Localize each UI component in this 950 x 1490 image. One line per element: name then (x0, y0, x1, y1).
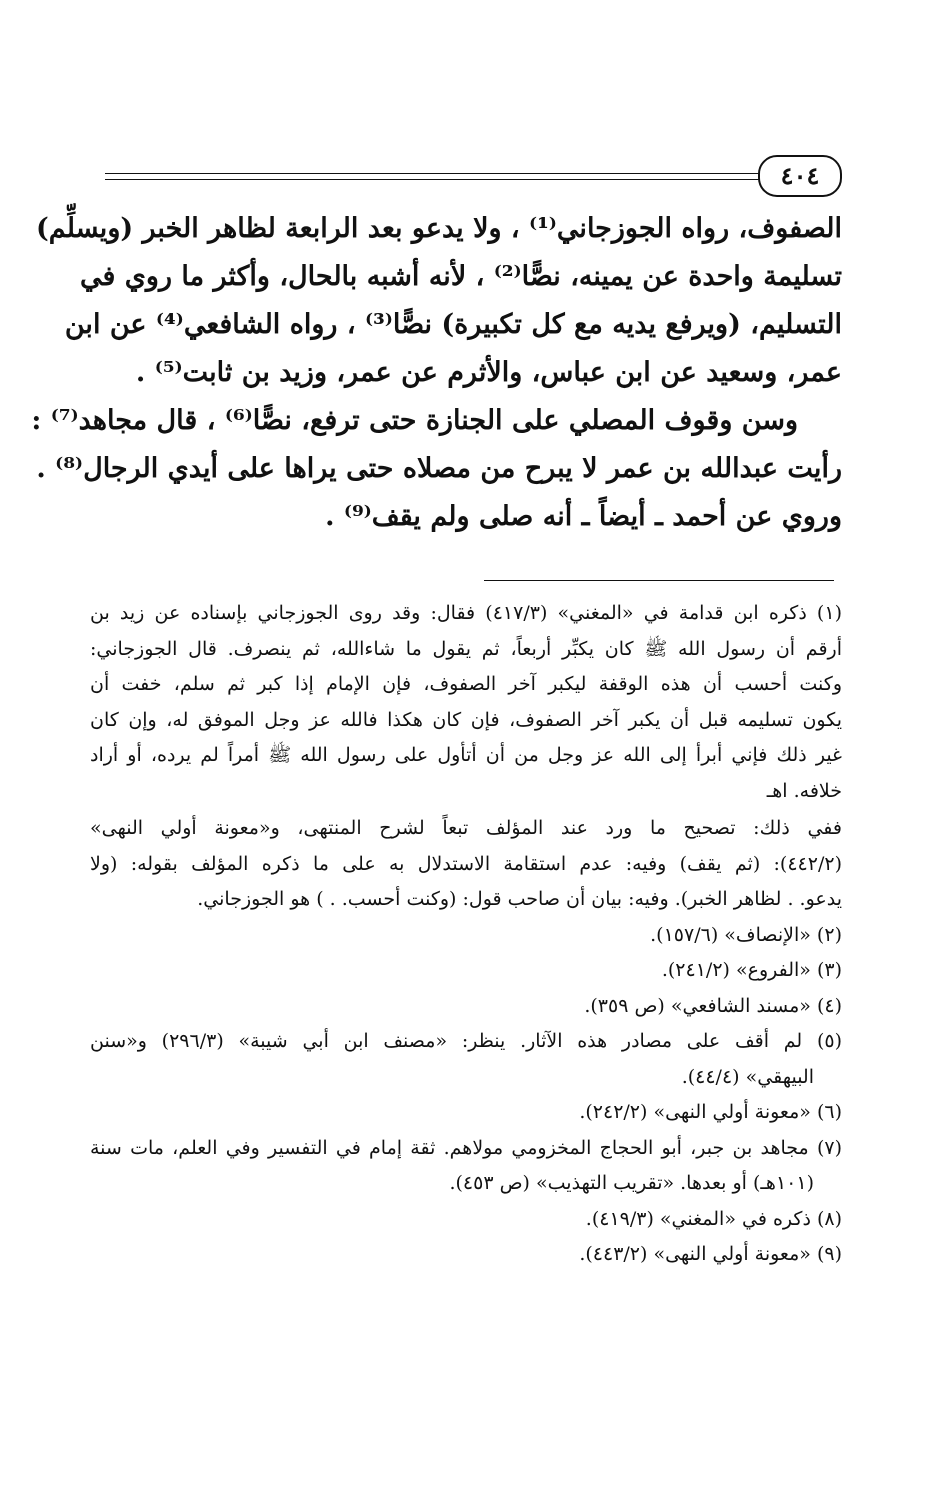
footnote-line: (٨) ذكره في «المغني» (٤١٩/٣). (585, 1207, 842, 1230)
main-line: وروي عن أحمد ـ أيضاً ـ أنه صلى ولم يقف⁽⁹⁾ . (325, 501, 842, 532)
footnote-line: يدعو. . لظاهر الخبر). وفيه: بيان أن صاحب قول: (وكنت أحسب. . ) هو الجوزجاني. (197, 888, 842, 910)
footnote-line: (١) ذكره ابن قدامة في «المغني» (٤١٧/٣) فقال: وقد روى الجوزجاني بإسناده عن زيد بن (90, 602, 842, 624)
page-number: ٤٠٤ (758, 155, 842, 197)
footnotes (90, 596, 842, 1273)
main-line: وسن وقوف المصلي على الجنازة حتى ترفع، نصًّا⁽⁶⁾ ، قال مجاهد⁽⁷⁾ : (31, 405, 798, 436)
footnote-line: ففي ذلك: تصحيح ما ورد عند المؤلف تبعاً لشرح المنتهى، و«معونة أولي النهى» (90, 817, 842, 839)
main-line: الصفوف، رواه الجوزجاني⁽¹⁾ ، ولا يدعو بعد الرابعة لظاهر الخبر (ويسلِّم) (36, 213, 842, 244)
footnote-line: البيهقي» (٤٤/٤). (681, 1065, 814, 1088)
footnote-line: (٧) مجاهد بن جبر، أبو الحجاج المخزومي مولاهم. ثقة إمام في التفسير وفي العلم، مات سنة (90, 1136, 842, 1159)
footnote-line: خلافه. اهـ (766, 779, 842, 802)
footnote-line: (٢) «الإنصاف» (١٥٧/٦). (650, 923, 842, 946)
footnote-line: وكنت أحسب أن هذه الوقفة ليكبر آخر الصفوف، فإن الإمام إذا كبر ثم سلم، خفت أن (90, 673, 842, 695)
footnote-line: (٥) لم أقف على مصادر هذه الآثار. ينظر: «مصنف ابن أبي شيبة» (٢٩٦/٣) و«سنن (90, 1030, 842, 1052)
footnote-line: (٣) «الفروع» (٢٤١/٢). (661, 959, 842, 981)
header-rule (105, 173, 759, 174)
footnote-line: (٤٤٢/٢): (ثم يقف) وفيه: عدم استقامة الاستدلال به على ما ذكره المؤلف بقوله: (ولا (90, 852, 842, 875)
footnote-line: (٤) «مسند الشافعي» (ص ٣٥٩). (584, 994, 842, 1017)
footnote-line: غير ذلك فإني أبرأ إلى الله عز وجل من أن أتأول على رسول الله ﷺ أمراً لم يرده، أو أراد (90, 744, 842, 766)
footnote-line: (٦) «معونة أولي النهى» (٢٤٢/٢). (579, 1101, 842, 1123)
main-line: تسليمة واحدة عن يمينه، نصًّا⁽²⁾ ، لأنه أشبه بالحال، وأكثر ما روي في (79, 261, 842, 292)
footnote-line: يكون تسليمه قبل أن يكبر آخر الصفوف، فإن كان هكذا فالله عز وجل الموفق له، وإن كان (90, 708, 842, 731)
footnote-line: (١٠١هـ) أو بعدها. «تقريب التهذيب» (ص ٤٥٣). (449, 1172, 814, 1194)
header-rule (105, 179, 759, 180)
footnote-separator (484, 580, 834, 581)
main-line: التسليم، (ويرفع يديه مع كل تكبيرة) نصًّا⁽³⁾ ، رواه الشافعي⁽⁴⁾ عن ابن (64, 309, 842, 340)
main-line: رأيت عبدالله بن عمر لا يبرح من مصلاه حتى يراها على أيدي الرجال⁽⁸⁾ . (36, 453, 842, 484)
footnote-line: أرقم أن رسول الله ﷺ كان يكبِّر أربعاً، ثم يقول ما شاءالله، ثم ينصرف. قال الجوزجاني: (90, 637, 842, 660)
main-text (31, 205, 842, 541)
main-line: عمر، وسعيد عن ابن عباس، والأثرم عن عمر، وزيد بن ثابت⁽⁵⁾ . (135, 357, 842, 388)
footnote-line: (٩) «معونة أولي النهى» (٤٤٣/٢). (579, 1243, 842, 1265)
